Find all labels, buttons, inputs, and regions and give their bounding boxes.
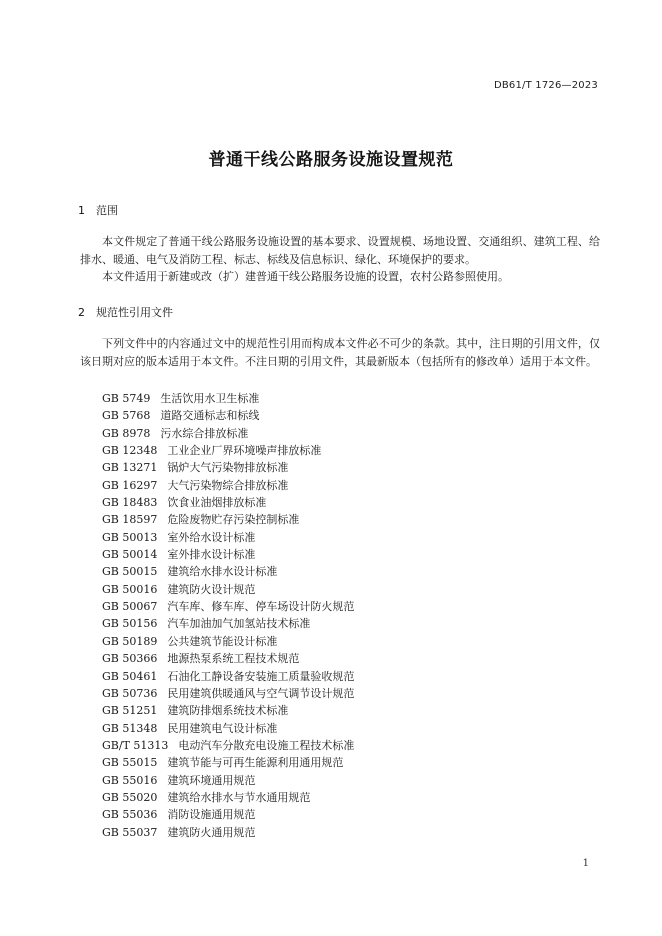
page-title: 普通干线公路服务设施设置规范 <box>208 150 454 170</box>
reference-name: 建筑给水排水与节水通用规范 <box>167 790 311 804</box>
reference-code: GB 8978 <box>102 426 151 440</box>
reference-code: GB 16297 <box>102 478 158 492</box>
reference-name: 民用建筑电气设计标准 <box>167 721 278 735</box>
reference-name: 石油化工静设备安装施工质量验收规范 <box>167 669 355 683</box>
reference-item <box>102 789 354 806</box>
reference-list <box>102 390 354 841</box>
reference-code: GB 55037 <box>102 825 158 839</box>
reference-item <box>102 685 354 702</box>
reference-item <box>102 477 354 494</box>
reference-code: GB 5768 <box>102 409 151 423</box>
reference-name: 消防设施通用规范 <box>167 808 256 822</box>
section-1-number: 1 <box>78 204 85 217</box>
reference-name: 建筑节能与可再生能源利用通用规范 <box>167 756 344 770</box>
reference-item <box>102 581 354 598</box>
reference-item <box>102 754 354 771</box>
reference-item <box>102 407 354 424</box>
reference-code: GB 13271 <box>102 461 158 475</box>
reference-code: GB 50014 <box>102 548 158 562</box>
reference-code: GB 55036 <box>102 808 158 822</box>
section-1-paragraph-2: 本文件适用于新建或改（扩）建普通干线公路服务设施的设置，农村公路参照使用。 <box>102 270 509 283</box>
reference-item <box>102 425 354 442</box>
page-number: 1 <box>582 858 589 869</box>
reference-name: 汽车库、修车库、停车场设计防火规范 <box>167 600 355 614</box>
reference-item <box>102 702 354 719</box>
section-1-title: 范围 <box>96 204 118 217</box>
reference-code: GB 5749 <box>102 392 151 405</box>
reference-code: GB 50015 <box>102 565 158 579</box>
reference-name: 公共建筑节能设计标准 <box>167 634 278 648</box>
reference-item <box>102 598 354 615</box>
reference-item <box>102 563 354 580</box>
reference-name: 民用建筑供暖通风与空气调节设计规范 <box>167 686 355 700</box>
reference-name: 室外给水设计标准 <box>167 530 256 544</box>
reference-code: GB 55020 <box>102 790 158 804</box>
reference-name: 建筑防火通用规范 <box>167 825 256 839</box>
section-2-number: 2 <box>78 306 85 319</box>
reference-item <box>102 529 354 546</box>
reference-name: 建筑防排烟系统技术标准 <box>167 704 289 718</box>
reference-name: 锅炉大气污染物排放标准 <box>167 461 289 475</box>
section-2-heading <box>78 304 173 320</box>
section-1-paragraph-1: 本文件规定了普通干线公路服务设施设置的基本要求、设置规模、场地设置、交通组织、建筑工程、给排水、暖通、电气及消防工程、标志、标线及信息标识、绿化、环境保护的要求。 <box>80 235 600 266</box>
reference-item <box>102 511 354 528</box>
reference-item <box>102 806 354 823</box>
reference-item <box>102 824 354 841</box>
section-1-heading <box>78 202 118 218</box>
reference-code: GB 55016 <box>102 773 158 787</box>
reference-name: 道路交通标志和标线 <box>160 409 260 423</box>
reference-code: GB 50016 <box>102 582 158 596</box>
reference-name: 危险废物贮存污染控制标准 <box>167 513 300 527</box>
reference-name: 污水综合排放标准 <box>160 426 249 440</box>
reference-name: 生活饮用水卫生标准 <box>160 392 260 405</box>
reference-code: GB 51348 <box>102 721 158 735</box>
section-2-title: 规范性引用文件 <box>96 306 173 319</box>
reference-item <box>102 546 354 563</box>
reference-code: GB 51251 <box>102 704 158 718</box>
reference-code: GB 50461 <box>102 669 158 683</box>
reference-code: GB 55015 <box>102 756 158 770</box>
reference-code: GB 50156 <box>102 617 158 631</box>
reference-item <box>102 615 354 632</box>
reference-item <box>102 494 354 511</box>
reference-name: 建筑防火设计规范 <box>167 582 256 596</box>
reference-name: 地源热泵系统工程技术规范 <box>167 652 300 666</box>
reference-item <box>102 650 354 667</box>
reference-code: GB 50013 <box>102 530 158 544</box>
reference-code: GB/T 51313 <box>102 738 169 752</box>
reference-item <box>102 668 354 685</box>
reference-name: 饮食业油烟排放标准 <box>167 496 267 510</box>
reference-item <box>102 390 354 407</box>
reference-name: 建筑给水排水设计标准 <box>167 565 278 579</box>
reference-item <box>102 442 354 459</box>
reference-name: 电动汽车分散充电设施工程技术标准 <box>178 738 355 752</box>
reference-code: GB 50736 <box>102 686 158 700</box>
reference-item <box>102 459 354 476</box>
reference-code: GB 12348 <box>102 444 158 458</box>
reference-code: GB 50366 <box>102 652 158 666</box>
reference-name: 建筑环境通用规范 <box>167 773 256 787</box>
reference-code: GB 50189 <box>102 634 158 648</box>
reference-item <box>102 720 354 737</box>
reference-code: GB 50067 <box>102 600 158 614</box>
reference-name: 大气污染物综合排放标准 <box>167 478 289 492</box>
reference-item <box>102 737 354 754</box>
reference-name: 工业企业厂界环境噪声排放标准 <box>167 444 322 458</box>
section-2-paragraph-1: 下列文件中的内容通过文中的规范性引用而构成本文件必不可少的条款。其中，注日期的引用文件，仅该日期对应的版本适用于本文件。不注日期的引用文件，其最新版本（包括所有的修改单）适用于本文件。 <box>80 337 600 368</box>
reference-code: GB 18597 <box>102 513 158 527</box>
document-code: DB61/T 1726—2023 <box>493 80 598 91</box>
reference-item <box>102 633 354 650</box>
reference-name: 室外排水设计标准 <box>167 548 256 562</box>
reference-item <box>102 772 354 789</box>
reference-code: GB 18483 <box>102 496 158 510</box>
reference-name: 汽车加油加气加氢站技术标准 <box>167 617 311 631</box>
